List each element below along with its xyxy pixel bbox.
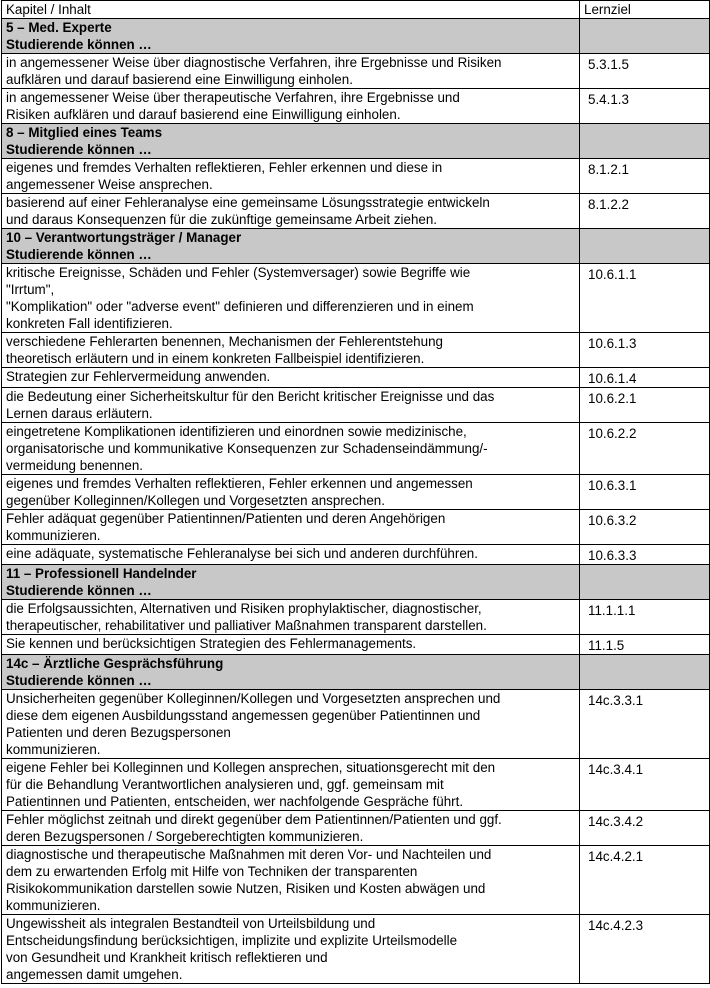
text-line: eigenes und fremdes Verhalten reflektieren, Fehler erkennen und angemessen bbox=[6, 476, 473, 491]
text-line: Entscheidungsfindung berücksichtigen, implizite und explizite Urteilsmodelle bbox=[6, 933, 458, 948]
content-cell bbox=[2, 54, 580, 89]
learning-objective-code: 10.6.3.1 bbox=[580, 475, 710, 510]
text-line: Risiken aufklären und darauf basierend eine Einwilligung einholen. bbox=[6, 107, 401, 122]
text-line: eingetretene Komplikationen identifizieren und einordnen sowie medizinische, bbox=[6, 424, 467, 439]
learning-objective-code: 5.3.1.5 bbox=[580, 54, 710, 89]
text-line: 10 – Verantwortungsträger / Manager bbox=[6, 230, 242, 245]
section-header-row bbox=[2, 229, 710, 264]
learning-objective-code bbox=[580, 229, 710, 264]
text-line: Lernen daraus erläutern. bbox=[6, 406, 153, 421]
text-line: Fehler möglichst zeitnah und direkt gegenüber dem Patientinnen/Patienten und ggf. bbox=[6, 812, 502, 827]
learning-objective-code: 10.6.2.2 bbox=[580, 423, 710, 475]
text-line: für die Behandlung Verantwortlichen analysieren und, ggf. gemeinsam mit bbox=[6, 777, 444, 792]
content-cell bbox=[2, 759, 580, 811]
text-line: die Erfolgsaussichten, Alternativen und Risiken prophylaktischer, diagnostischer, bbox=[6, 601, 482, 616]
content-cell bbox=[2, 510, 580, 545]
text-line: Unsicherheiten gegenüber Kolleginnen/Kollegen und Vorgesetzten ansprechen und bbox=[6, 691, 501, 706]
learning-objective-code: 10.6.1.3 bbox=[580, 333, 710, 368]
learning-objective-code: 10.6.2.1 bbox=[580, 388, 710, 423]
content-cell bbox=[2, 690, 580, 759]
table-row bbox=[2, 54, 710, 89]
table-row bbox=[2, 89, 710, 124]
table-body bbox=[2, 1, 710, 984]
learning-objective-code: 10.6.1.1 bbox=[580, 264, 710, 333]
learning-objective-code: 14c.3.4.2 bbox=[580, 811, 710, 846]
table-header-row bbox=[2, 1, 710, 19]
header-learning-objective: Lernziel bbox=[580, 1, 710, 19]
text-line: "Irrtum", bbox=[6, 282, 55, 297]
text-line: in angemessener Weise über diagnostische Verfahren, ihre Ergebnisse und Risiken bbox=[6, 55, 502, 70]
content-cell bbox=[2, 475, 580, 510]
text-line: diagnostische und therapeutische Maßnahmen mit deren Vor- und Nachteilen und bbox=[6, 847, 492, 862]
section-title-cell bbox=[2, 229, 580, 264]
learning-objective-code: 10.6.3.3 bbox=[580, 545, 710, 565]
text-line: kritische Ereignisse, Schäden und Fehler (Systemversager) sowie Begriffe wie bbox=[6, 265, 471, 280]
table-row bbox=[2, 690, 710, 759]
text-line: angemessener Weise ansprechen. bbox=[6, 177, 213, 192]
text-line: verschiedene Fehlerarten benennen, Mechanismen der Fehlerentstehung bbox=[6, 334, 443, 349]
text-line: diese dem eigenen Ausbildungsstand angemessen gegenüber Patientinnen und bbox=[6, 708, 481, 723]
content-cell bbox=[2, 915, 580, 984]
content-cell bbox=[2, 600, 580, 635]
learning-objective-code bbox=[580, 124, 710, 159]
section-header-row bbox=[2, 124, 710, 159]
text-line: therapeutischer, rehabilitativer und palliativer Maßnahmen transparent darstellen. bbox=[6, 618, 487, 633]
text-line: eine adäquate, systematische Fehleranalyse bei sich und anderen durchführen. bbox=[6, 546, 478, 561]
table-row bbox=[2, 545, 710, 565]
text-line: deren Bezugspersonen / Sorgeberechtigten kommunizieren. bbox=[6, 829, 364, 844]
section-title-cell bbox=[2, 19, 580, 54]
content-cell bbox=[2, 846, 580, 915]
table-row bbox=[2, 388, 710, 423]
text-line: Studierende können … bbox=[6, 37, 152, 52]
content-cell bbox=[2, 545, 580, 565]
text-line: angemessen damit umgehen. bbox=[6, 967, 183, 982]
header-chapter-content: Kapitel / Inhalt bbox=[2, 1, 580, 19]
text-line: 5 – Med. Experte bbox=[6, 20, 112, 35]
section-header-row bbox=[2, 19, 710, 54]
text-line: Studierende können … bbox=[6, 142, 152, 157]
table-row bbox=[2, 264, 710, 333]
learning-objective-code: 8.1.2.2 bbox=[580, 194, 710, 229]
learning-objective-code: 10.6.1.4 bbox=[580, 368, 710, 388]
text-line: 14c – Ärztliche Gesprächsführung bbox=[6, 656, 224, 671]
text-line: eigene Fehler bei Kolleginnen und Kollegen ansprechen, situationsgerecht mit den bbox=[6, 760, 496, 775]
text-line: Sie kennen und berücksichtigen Strategien des Fehlermanagements. bbox=[6, 636, 417, 651]
learning-objectives-table bbox=[1, 0, 710, 984]
table-row bbox=[2, 915, 710, 984]
table-row bbox=[2, 333, 710, 368]
text-line: eigenes und fremdes Verhalten reflektieren, Fehler erkennen und diese in bbox=[6, 160, 443, 175]
text-line: konkreten Fall identifizieren. bbox=[6, 316, 173, 331]
table-row bbox=[2, 811, 710, 846]
section-header-row bbox=[2, 565, 710, 600]
table-row bbox=[2, 759, 710, 811]
learning-objective-code: 11.1.5 bbox=[580, 635, 710, 655]
content-cell bbox=[2, 159, 580, 194]
learning-objective-code: 8.1.2.1 bbox=[580, 159, 710, 194]
learning-objective-code: 14c.3.4.1 bbox=[580, 759, 710, 811]
text-line: vermeidung benennen. bbox=[6, 458, 143, 473]
text-line: Fehler adäquat gegenüber Patientinnen/Patienten und deren Angehörigen bbox=[6, 511, 446, 526]
learning-objective-code: 10.6.3.2 bbox=[580, 510, 710, 545]
table-row bbox=[2, 423, 710, 475]
learning-objective-code: 14c.3.3.1 bbox=[580, 690, 710, 759]
content-cell bbox=[2, 368, 580, 388]
content-cell bbox=[2, 333, 580, 368]
text-line: die Bedeutung einer Sicherheitskultur für den Bericht kritischer Ereignisse und das bbox=[6, 389, 495, 404]
text-line: Studierende können … bbox=[6, 673, 152, 688]
content-cell bbox=[2, 635, 580, 655]
learning-objective-code bbox=[580, 565, 710, 600]
section-header-row bbox=[2, 655, 710, 690]
table-row bbox=[2, 475, 710, 510]
learning-objective-code bbox=[580, 19, 710, 54]
text-line: basierend auf einer Fehleranalyse eine gemeinsame Lösungsstrategie entwickeln bbox=[6, 195, 490, 210]
text-line: aufklären und darauf basierend eine Einwilligung einholen. bbox=[6, 72, 353, 87]
learning-objective-code: 11.1.1.1 bbox=[580, 600, 710, 635]
content-cell bbox=[2, 423, 580, 475]
text-line: kommunizieren. bbox=[6, 528, 101, 543]
learning-objective-code bbox=[580, 655, 710, 690]
table-row bbox=[2, 510, 710, 545]
text-line: theoretisch erläutern und in einem konkreten Fallbeispiel identifizieren. bbox=[6, 351, 425, 366]
text-line: Strategien zur Fehlervermeidung anwenden. bbox=[6, 369, 271, 384]
text-line: von Gesundheit und Krankheit kritisch reflektieren und bbox=[6, 950, 328, 965]
table-row bbox=[2, 600, 710, 635]
text-line: Patienten und deren Bezugspersonen bbox=[6, 725, 231, 740]
text-line: Studierende können … bbox=[6, 247, 152, 262]
text-line: dem zu erwartenden Erfolg mit Hilfe von Techniken der transparenten bbox=[6, 864, 418, 879]
table-row bbox=[2, 635, 710, 655]
content-cell bbox=[2, 89, 580, 124]
table-row bbox=[2, 368, 710, 388]
learning-objective-code: 14c.4.2.3 bbox=[580, 915, 710, 984]
text-line: organisatorische und kommunikative Konsequenzen zur Schadenseindämmung/- bbox=[6, 441, 488, 456]
table-row bbox=[2, 846, 710, 915]
table-row bbox=[2, 194, 710, 229]
content-cell bbox=[2, 388, 580, 423]
text-line: Ungewissheit als integralen Bestandteil von Urteilsbildung und bbox=[6, 916, 376, 931]
content-cell bbox=[2, 264, 580, 333]
text-line: in angemessener Weise über therapeutische Verfahren, ihre Ergebnisse und bbox=[6, 90, 460, 105]
learning-objective-code: 5.4.1.3 bbox=[580, 89, 710, 124]
text-line: "Komplikation" oder "adverse event" definieren und differenzieren und in einem bbox=[6, 299, 474, 314]
text-line: gegenüber Kolleginnen/Kollegen und Vorgesetzten ansprechen. bbox=[6, 493, 385, 508]
content-cell bbox=[2, 194, 580, 229]
text-line: 11 – Professionell Handelnder bbox=[6, 566, 197, 581]
text-line: und daraus Konsequenzen für die zukünftige gemeinsame Arbeit ziehen. bbox=[6, 212, 438, 227]
section-title-cell bbox=[2, 124, 580, 159]
section-title-cell bbox=[2, 565, 580, 600]
table-row bbox=[2, 159, 710, 194]
text-line: 8 – Mitglied eines Teams bbox=[6, 125, 163, 140]
learning-objective-code: 14c.4.2.1 bbox=[580, 846, 710, 915]
content-cell bbox=[2, 811, 580, 846]
text-line: kommunizieren. bbox=[6, 742, 101, 757]
text-line: Studierende können … bbox=[6, 583, 152, 598]
text-line: Patientinnen und Patienten, entscheiden, wer nachfolgende Gespräche führt. bbox=[6, 794, 464, 809]
text-line: kommunizieren. bbox=[6, 898, 101, 913]
text-line: Risikokommunikation darstellen sowie Nutzen, Risiken und Kosten abwägen und bbox=[6, 881, 486, 896]
section-title-cell bbox=[2, 655, 580, 690]
